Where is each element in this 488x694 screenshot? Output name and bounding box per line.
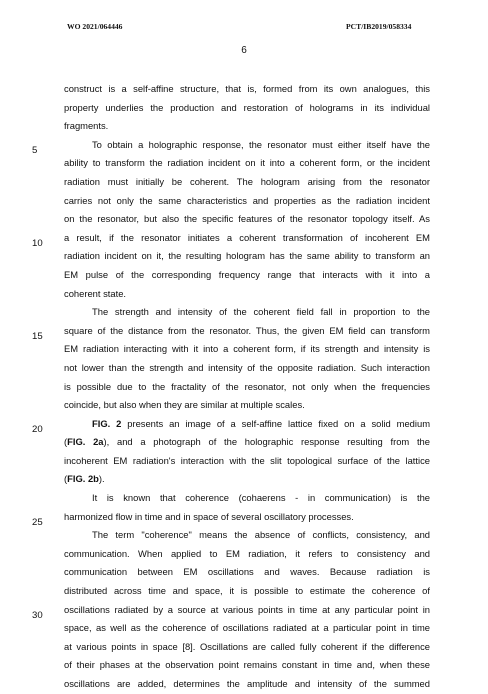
- text-line: construct is a self-affine structure, that is, formed from its own analogues, this: [64, 83, 430, 94]
- paragraph-fig2: [64, 415, 430, 489]
- text-line: fragments.: [64, 120, 109, 132]
- text-line: The strength and intensity of the coherent field fall in proportion to the: [92, 306, 430, 318]
- text-line: of their phases at the observation point remains constant in time and, when these: [64, 659, 430, 671]
- text-line: To obtain a holographic response, the resonator must either itself have the: [92, 138, 430, 150]
- text-line: The term "coherence" means the absence of conflicts, consistency, and: [92, 529, 430, 541]
- text-span: (: [64, 436, 68, 448]
- text-line: [64, 470, 430, 489]
- text-line: a result, if the resonator initiates a coherent transformation of incoherent EM: [64, 231, 430, 243]
- text-line: It is known that coherence (cohaerens - in communication) is the: [92, 492, 430, 504]
- text-line: on the resonator, but also the specific features of the resonator topology itself. As: [64, 213, 430, 225]
- text-line: harmonized flow in time and in space of several oscillatory processes.: [64, 510, 354, 522]
- line-number-20: 20: [32, 424, 43, 435]
- text-line: incoherent EM radiation's interaction with the slit topological surface of the lattice: [64, 454, 430, 466]
- figure-reference: FIG. 2: [92, 417, 122, 429]
- body-text: [64, 80, 430, 694]
- text-line: radiation must initially be coherent. The hologram arising from the resonator: [64, 175, 430, 187]
- text-line: coincide, but also when they are similar at multiple scales.: [64, 399, 305, 411]
- text-span: ).: [98, 473, 105, 485]
- text-line: [64, 415, 430, 434]
- text-span: and a photograph of the holographic response resulting from the: [116, 436, 430, 448]
- text-line: is possible due to the fractality of the resonator, not only when the frequencies: [64, 380, 430, 392]
- line-number-30: 30: [32, 610, 43, 621]
- paragraph-5: [64, 526, 430, 693]
- figure-reference: FIG. 2a: [67, 436, 104, 448]
- paragraph-2: [64, 136, 430, 303]
- text-line: square of the distance from the resonator. Thus, the given EM field can transform: [64, 324, 430, 336]
- text-line: coherent state.: [64, 287, 127, 299]
- text-line: oscillations are added, determines the amplitude and intensity of the summed: [64, 678, 430, 689]
- page-number: 6: [241, 45, 247, 56]
- application-number: PCT/IB2019/058334: [346, 22, 412, 31]
- text-span: presents an image of a self-affine lattice fixed on a solid medium: [127, 417, 430, 429]
- line-number-25: 25: [32, 517, 43, 528]
- text-span: ),: [103, 436, 110, 448]
- paragraph-4: [64, 489, 430, 526]
- text-line: distributed across time and space, it is possible to estimate the coherence of: [64, 585, 430, 597]
- text-line: [64, 433, 430, 452]
- text-line: EM radiation interacting with it into a coherent form, if its strength and intensity is: [64, 343, 430, 355]
- text-line: oscillations radiated by a source at various points in time at any particular point in: [64, 603, 430, 615]
- text-line: at various points in space [8]. Oscillations are called fully coherent if the difference: [64, 640, 430, 652]
- text-line: not lower than the strength and intensity of the opposite radiation. Such interaction: [64, 361, 430, 373]
- text-line: property underlies the production and restoration of holograms in its individual: [64, 101, 430, 113]
- text-line: communication. When applied to EM radiation, it refers to consistency and: [64, 547, 430, 559]
- patent-publication-number: WO 2021/064446: [67, 22, 123, 31]
- text-line: space, as well as the coherence of oscillations radiated at a particular point in time: [64, 622, 430, 634]
- text-line: communication between EM oscillations and waves. Because radiation is: [64, 566, 430, 578]
- line-number-10: 10: [32, 238, 43, 249]
- text-span: (: [64, 473, 68, 485]
- text-line: EM pulse of the corresponding frequency range that interacts with it into a: [64, 268, 430, 280]
- paragraph-1: [64, 80, 430, 136]
- line-number-15: 15: [32, 331, 43, 342]
- line-number-5: 5: [32, 145, 38, 156]
- figure-reference: FIG. 2b: [67, 473, 99, 485]
- text-line: radiation incident on it, the resulting hologram has the same ability to transform an: [64, 250, 430, 262]
- paragraph-3: [64, 303, 430, 415]
- text-line: ability to transform the radiation incident on it into a coherent form, or the incident: [64, 157, 430, 169]
- text-line: carries not only the same characteristics and properties as the radiation incident: [64, 194, 430, 206]
